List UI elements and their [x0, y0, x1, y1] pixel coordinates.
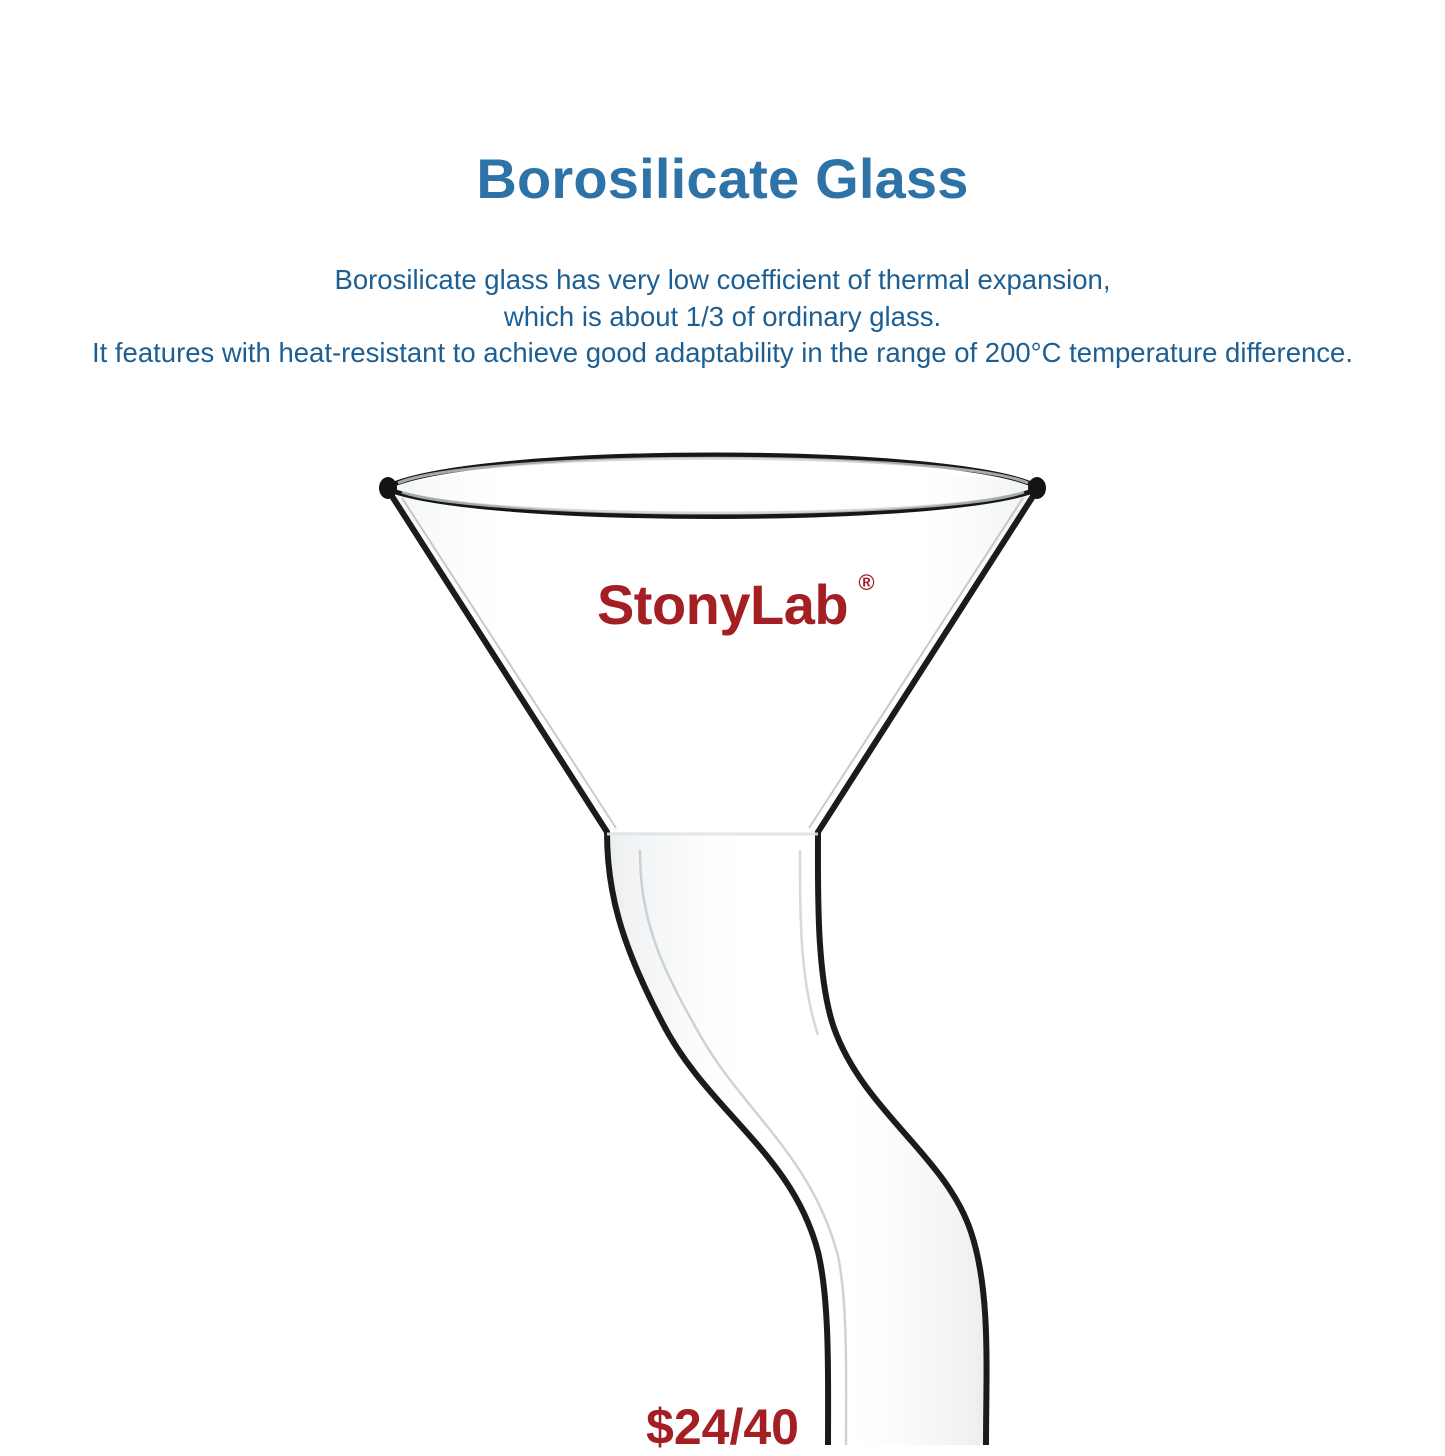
product-image: [0, 420, 1445, 1445]
page-title: Borosilicate Glass: [476, 147, 969, 210]
description-line-1: Borosilicate glass has very low coefficient of thermal expansion,: [334, 264, 1111, 295]
funnel-stem: [607, 832, 987, 1445]
description-line-2: which is about 1/3 of ordinary glass.: [503, 300, 942, 332]
description-line-3: It features with heat-resistant to achieve good adaptability in the range of 200°C temperature difference.: [92, 337, 1353, 369]
joint-size-label: $24/40: [646, 1399, 799, 1455]
funnel-illustration: [0, 420, 1445, 1445]
funnel-cone: [385, 466, 1040, 833]
registered-trademark-icon: ®: [858, 570, 875, 595]
brand-name-text: StonyLab: [596, 573, 849, 636]
description-block: [0, 262, 1445, 372]
